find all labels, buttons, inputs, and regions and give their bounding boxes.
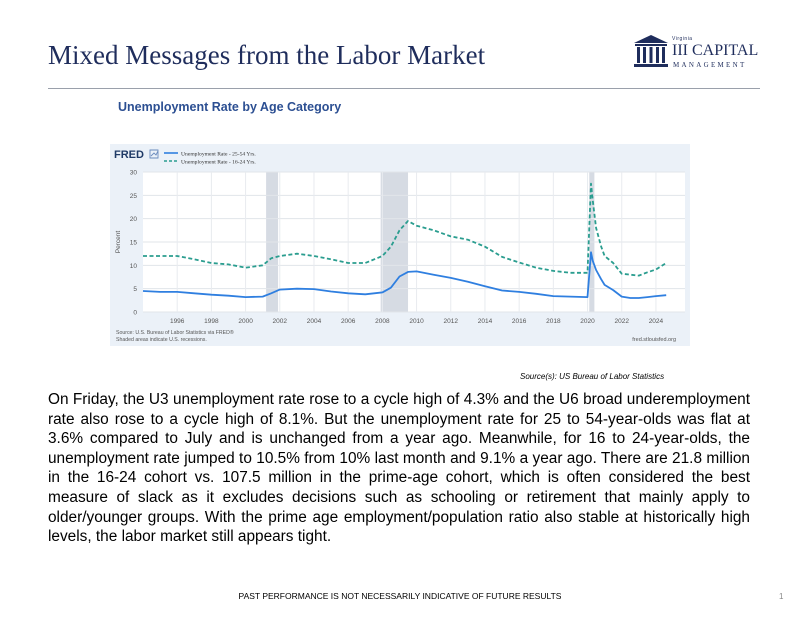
chart-shading-note: Shaded areas indicate U.S. recessions. [116,337,207,343]
page-title: Mixed Messages from the Labor Market [48,40,486,70]
legend-label: Unemployment Rate - 16-24 Yrs. [181,159,256,166]
y-tick-label: 10 [129,262,137,270]
chart-svg [110,144,690,346]
y-tick-label: 25 [129,192,137,200]
fred-chart [110,144,690,346]
y-tick-label: 30 [129,169,137,177]
chart-title: Unemployment Rate by Age Category [118,100,342,114]
legend-label: Unemployment Rate - 25-54 Yrs. [181,151,256,158]
header-divider [48,88,760,89]
y-tick-label: 5 [133,286,137,294]
y-axis-label: Percent [115,230,122,254]
x-tick-label: 2000 [238,318,253,325]
x-tick-label: 2008 [375,318,390,325]
x-tick-label: 2016 [511,318,527,325]
logo-name: III CAPITAL [672,42,759,59]
y-tick-label: 20 [129,216,137,224]
chart-source-note: Source: U.S. Bureau of Labor Statistics via FRED® [116,330,234,336]
y-tick-label: 15 [129,239,137,247]
fred-chart-icon [150,150,158,158]
x-tick-label: 2002 [272,318,288,325]
fred-site-label: fred.stlouisfed.org [632,337,676,343]
x-tick-label: 2018 [546,318,561,325]
y-tick-label: 0 [133,309,137,317]
body-paragraph: On Friday, the U3 unemployment rate rose to a cycle high of 4.3% and the U6 broad underemployment rate also rose to a cycle high of 8.1%. But the unemployment rate for 25 to 54-year-olds was flat at 3.6% compared to July and is unchanged from a year ago. Meanwhile, for 16 to 24-year-olds, the unemployment rate jumped to 10.5% from 10% last month and 9.1% a year ago. There are 21.8 million in the 16-24 cohort vs. 107.5 million in the prime-age cohort, which is often considered the best measure of slack as it excludes decisions such as schooling or retirement that mainly apply to older/younger groups. With the prime age employment/population ratio also stable at historically high levels, the labor market still appears tight. [48,391,750,546]
x-tick-label: 1996 [169,318,185,325]
page-number: 1 [779,592,784,601]
building-icon [632,34,670,68]
company-logo [632,34,757,74]
fred-brand: FRED [114,149,144,161]
x-tick-label: 2014 [477,318,493,325]
x-tick-label: 2020 [580,318,595,325]
x-tick-label: 2010 [409,318,424,325]
x-tick-label: 2012 [443,318,458,325]
source-note: Source(s): US Bureau of Labor Statistics [520,372,665,381]
x-tick-label: 2022 [614,318,629,325]
logo-top-text: Virginia [672,36,693,42]
x-tick-label: 1998 [204,318,219,325]
x-tick-label: 2004 [306,318,322,325]
x-tick-label: 2006 [340,318,356,325]
x-tick-label: 2024 [648,318,664,325]
logo-subtitle: MANAGEMENT [673,61,747,69]
disclaimer-footer: PAST PERFORMANCE IS NOT NECESSARILY INDICATIVE OF FUTURE RESULTS [238,591,562,601]
